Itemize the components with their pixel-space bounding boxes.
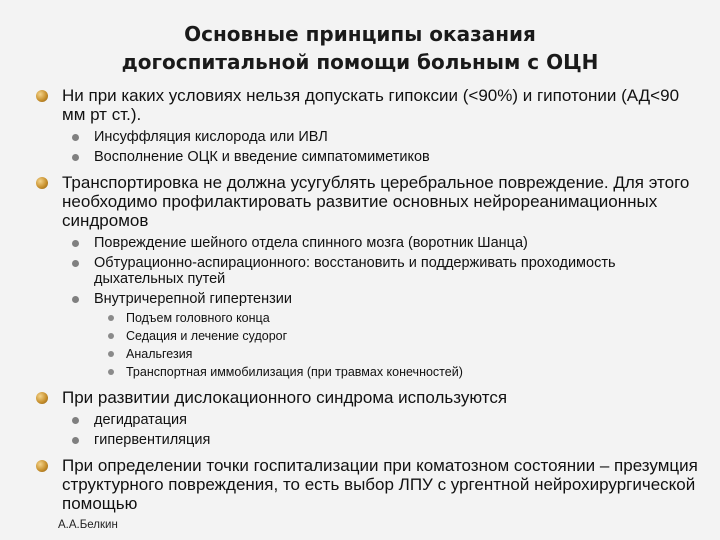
sub-sub-item: [36, 311, 706, 326]
sub-item: [36, 129, 706, 145]
sub-sub-item: [36, 365, 706, 380]
dot-icon: [72, 154, 79, 161]
dot-icon: [72, 134, 79, 141]
sub-item: [36, 412, 706, 428]
dot-icon: [108, 351, 114, 357]
sub-item-text: Инсуффляция кислорода или ИВЛ: [94, 129, 328, 145]
bullet-item-4: [36, 456, 706, 513]
sub-sub-item-text: Транспортная иммобилизация (при травмах конечностей): [126, 365, 463, 379]
sub-sub-item-text: Седация и лечение судорог: [126, 329, 288, 343]
bullet-text: Транспортировка не должна усугублять церебральное повреждение. Для этого необходимо профилактировать развитие основных нейрореанимационных синдромов: [62, 173, 690, 230]
bullet-icon: [36, 90, 48, 102]
slide-title: [0, 20, 720, 76]
sub-item: [36, 291, 706, 307]
bullet-item-3: [36, 388, 706, 407]
title-line-1: Основные принципы оказания: [184, 22, 536, 46]
sub-sub-item: [36, 347, 706, 362]
title-line-2: догоспитальной помощи больным с ОЦН: [121, 50, 599, 74]
dot-icon: [72, 296, 79, 303]
sub-item-text: Внутричерепной гипертензии: [94, 291, 292, 307]
dot-icon: [72, 417, 79, 424]
bullet-icon: [36, 392, 48, 404]
author-label: А.А.Белкин: [58, 519, 118, 531]
sub-item: [36, 149, 706, 165]
dot-icon: [108, 369, 114, 375]
bullet-item-2: [36, 173, 706, 230]
sub-item-text: Восполнение ОЦК и введение симпатомиметиков: [94, 149, 430, 165]
dot-icon: [72, 260, 79, 267]
bullet-text: При развитии дислокационного синдрома используются: [62, 388, 508, 407]
sub-item-text: Повреждение шейного отдела спинного мозга (воротник Шанца): [94, 235, 528, 251]
bullet-list: [36, 86, 706, 518]
dot-icon: [108, 315, 114, 321]
dot-icon: [72, 240, 79, 247]
sub-sub-item-text: Подъем головного конца: [126, 311, 270, 325]
sub-item-text: Обтурационно-аспирационного: восстановить и поддерживать проходимость дыхательных путей: [94, 255, 616, 287]
dot-icon: [108, 333, 114, 339]
sub-item: [36, 432, 706, 448]
sub-item-text: гипервентиляция: [94, 432, 211, 448]
sub-item-text: дегидратация: [94, 412, 187, 428]
sub-item: [36, 235, 706, 251]
bullet-icon: [36, 460, 48, 472]
sub-sub-item: [36, 329, 706, 344]
bullet-text: Ни при каких условиях нельзя допускать гипоксии (<90%) и гипотонии (АД<90 мм рт ст.).: [62, 86, 680, 124]
bullet-item-1: [36, 86, 706, 124]
bullet-text: При определении точки госпитализации при коматозном состоянии – презумция структурного повреждения, то есть выбор ЛПУ с ургентной нейрохирургической помощью: [62, 456, 698, 513]
sub-sub-item-text: Анальгезия: [126, 347, 193, 361]
dot-icon: [72, 437, 79, 444]
bullet-icon: [36, 177, 48, 189]
sub-item: [36, 255, 706, 287]
